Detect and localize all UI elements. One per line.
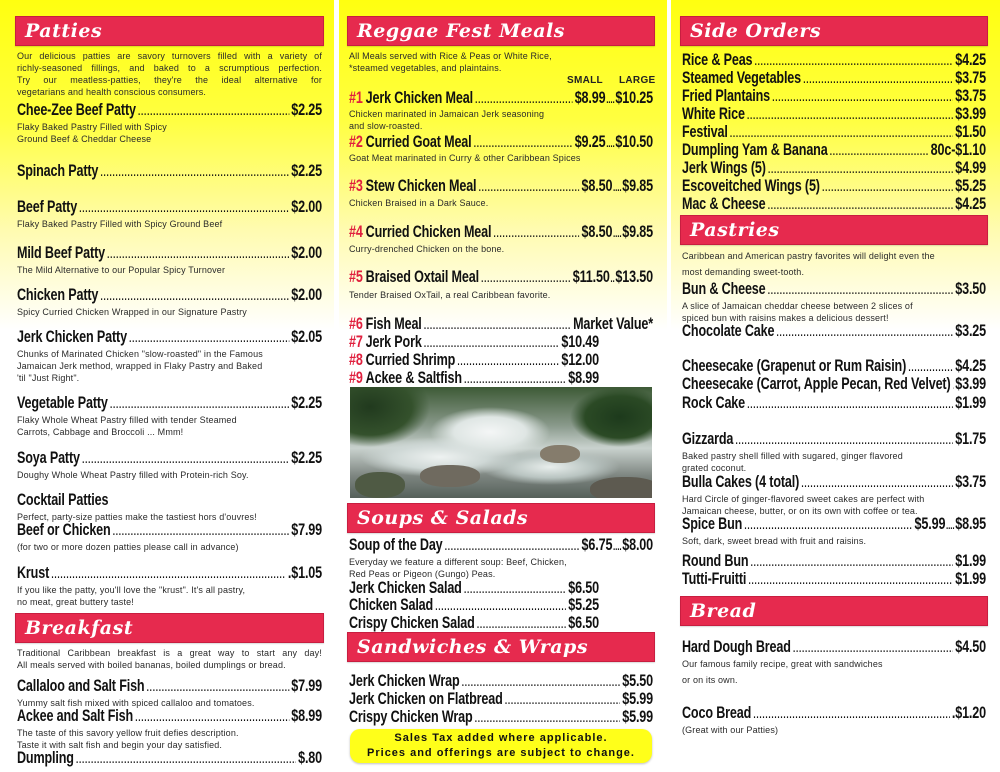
sales-tax-note <box>350 729 652 763</box>
item-name: Curried Chicken Meal <box>365 222 492 241</box>
section-intro: vegetarians and health conscious consumers. <box>17 87 207 97</box>
menu-item[interactable] <box>682 637 986 659</box>
item-price: $1.99 <box>955 569 986 588</box>
section-intro: All meals served with boiled bananas, boiled dumplings or bread. <box>17 660 286 670</box>
dot-leader <box>494 225 580 244</box>
item-description: Baked pastry shell filled with sugared, ginger flavored <box>682 451 903 461</box>
item-price: $1.99 <box>955 551 986 570</box>
item-name: Mild Beef Patty <box>17 243 105 262</box>
menu-item[interactable] <box>17 285 322 307</box>
item-number: #9 <box>349 368 363 387</box>
item-description: Jamaican cheese, butter, or on its own with coffee or tea. <box>682 506 918 516</box>
section-intro: All Meals served with Rice & Peas or White Rice, <box>349 51 552 61</box>
item-name: Fried Plantains <box>682 86 770 105</box>
item-name: Chocolate Cake <box>682 321 775 340</box>
section-header-soups-salads <box>347 503 655 533</box>
item-price: .$1.05 <box>287 563 322 582</box>
item-price-large: $13.50 <box>615 267 653 286</box>
item-name: Dumpling Yam & Banana <box>682 140 828 159</box>
dot-leader <box>445 538 580 557</box>
item-name: Round Bun <box>682 551 749 570</box>
item-price: $4.25 <box>955 356 986 375</box>
item-price: $4.25 <box>955 194 986 213</box>
item-price: Market Value* <box>573 314 653 333</box>
section-intro: Caribbean and American pastry favorites will delight even the <box>682 251 935 261</box>
item-description: Chicken marinated in Jamaican Jerk seasoning <box>349 109 545 119</box>
item-price-large: $9.85 <box>622 176 653 195</box>
section-header-sandwiches-wraps <box>347 632 655 662</box>
menu-item[interactable] <box>17 161 322 183</box>
menu-item[interactable] <box>17 748 322 770</box>
section-title: Reggae Fest Meals <box>357 20 565 42</box>
item-price: $2.25 <box>291 100 322 119</box>
menu-item[interactable] <box>17 243 322 265</box>
item-price: $4.99 <box>955 158 986 177</box>
rock <box>540 445 580 463</box>
item-description: Flaky Baked Pastry Filled with Spicy Ground Beef <box>17 219 223 229</box>
item-name: Jerk Pork <box>365 332 422 351</box>
menu-item[interactable] <box>682 321 986 343</box>
item-description: spiced bun with raisins makes a delicious dessert! <box>682 313 889 323</box>
item-name: Jerk Chicken Salad <box>349 578 462 597</box>
item-description: and slow-roasted. <box>349 121 423 131</box>
menu-item[interactable] <box>17 100 322 122</box>
item-description: Perfect, party-size patties make the tastiest hors d'ouvres! <box>17 512 257 522</box>
item-name: Ackee & Saltfish <box>365 368 462 387</box>
item-description: (Great with our Patties) <box>682 725 779 735</box>
item-price: $9.25 <box>574 132 606 151</box>
item-name: Rock Cake <box>682 393 746 412</box>
note-line: Sales Tax added where applicable. <box>394 732 608 744</box>
item-name: Jerk Chicken Wrap <box>349 671 460 690</box>
item-name: Spice Bun <box>682 514 743 533</box>
dot-leader <box>768 197 953 216</box>
price-separator: .... <box>613 541 622 553</box>
item-description: If you like the patty, you'll love the "krust". It's all pastry, <box>17 585 246 595</box>
item-name: Ackee and Salt Fish <box>17 706 134 725</box>
menu-item[interactable] <box>349 176 653 198</box>
item-name: Hard Dough Bread <box>682 637 791 656</box>
section-intro: *steamed vegetables, and plaintains. <box>349 63 502 73</box>
item-number: #5 <box>349 267 363 286</box>
section-header-side-orders <box>680 16 988 46</box>
item-price-large: $10.25 <box>615 88 653 107</box>
dot-leader <box>479 179 580 198</box>
menu-item[interactable] <box>17 490 322 509</box>
item-price: $3.75 <box>955 68 986 87</box>
dot-leader <box>79 200 289 219</box>
item-description: Flaky Baked Pastry Filled with Spicy <box>17 122 167 132</box>
section-title: Patties <box>25 20 103 42</box>
item-description: Chicken Braised in a Dark Sauce. <box>349 198 489 208</box>
item-description: Hard Circle of ginger-flavored sweet cakes are perfect with <box>682 494 925 504</box>
item-price: $3.99 <box>955 104 986 123</box>
section-title: Bread <box>690 600 757 622</box>
item-name: Cheesecake (Grapenut or Rum Raisin) <box>682 356 907 375</box>
item-price: $6.75 <box>581 535 613 554</box>
item-description: The taste of this savory yellow fruit defies description. <box>17 728 239 738</box>
item-price: $5.50 <box>622 671 653 690</box>
item-description: Soft, dark, sweet bread with fruit and raisins. <box>682 536 867 546</box>
item-name: Spinach Patty <box>17 161 99 180</box>
item-name: Curried Shrimp <box>365 350 456 369</box>
item-name: Soup of the Day <box>349 535 443 554</box>
item-price: $11.50 <box>572 267 610 286</box>
dot-leader <box>793 640 953 659</box>
menu-item[interactable] <box>17 197 322 219</box>
item-name: Jerk Chicken on Flatbread <box>349 689 503 708</box>
item-name: Crispy Chicken Salad <box>349 613 475 632</box>
item-price: $2.05 <box>291 327 322 346</box>
item-price: $1.75 <box>955 429 986 448</box>
dot-leader <box>801 475 953 494</box>
item-price: $5.25 <box>568 595 599 614</box>
dot-leader <box>100 164 289 183</box>
section-header-reggae-fest-meals <box>347 16 655 46</box>
item-name: Krust <box>17 563 50 582</box>
item-name: Callaloo and Salt Fish <box>17 676 145 695</box>
section-intro: Traditional Caribbean breakfast is a great way to start any day! <box>17 648 322 658</box>
section-header-breakfast <box>15 613 324 643</box>
dot-leader <box>138 103 289 122</box>
item-number: #2 <box>349 132 363 151</box>
item-name: Jerk Chicken Meal <box>365 88 473 107</box>
item-price: $8.99 <box>291 706 322 725</box>
item-price-large: $8.95 <box>955 514 986 533</box>
dot-leader <box>147 679 289 698</box>
item-price: $3.75 <box>955 86 986 105</box>
menu-item[interactable] <box>17 520 322 542</box>
item-description: Our famous family recipe, great with sandwiches <box>682 659 883 669</box>
item-name: Soya Patty <box>17 448 80 467</box>
item-price: $3.99 <box>955 374 986 393</box>
dot-leader <box>481 270 570 289</box>
item-name: Cheesecake (Carrot, Apple Pecan, Red Velvet) <box>682 374 951 393</box>
item-description: The Mild Alternative to our Popular Spicy Turnover <box>17 265 226 275</box>
item-price: $5.99 <box>914 514 946 533</box>
rock <box>590 477 652 498</box>
menu-item[interactable] <box>17 327 322 349</box>
item-description: Goat Meat marinated in Curry & other Caribbean Spices <box>349 153 581 163</box>
dot-leader <box>100 288 289 307</box>
section-title: Side Orders <box>690 20 822 42</box>
item-name: Vegetable Patty <box>17 393 108 412</box>
menu-item[interactable] <box>682 194 986 216</box>
item-description: Everyday we feature a different soup: Beef, Chicken, <box>349 557 567 567</box>
menu-item[interactable] <box>17 706 322 728</box>
item-price: $5.99 <box>622 689 653 708</box>
item-name: Tutti-Fruitti <box>682 569 747 588</box>
dot-leader <box>107 246 289 265</box>
item-price: $7.99 <box>291 520 322 539</box>
item-name: Festival <box>682 122 728 141</box>
item-price: 80c-$1.10 <box>930 140 986 159</box>
item-number: #4 <box>349 222 363 241</box>
section-intro: richly-seasoned fillings, and baked to a scrumptious perfection. <box>17 63 322 73</box>
item-price: $12.00 <box>561 350 599 369</box>
menu-item[interactable] <box>682 279 986 301</box>
item-description: Tender Braised OxTail, a real Caribbean favorite. <box>349 290 551 300</box>
item-name: Dumpling <box>17 748 74 767</box>
item-price: $3.75 <box>955 472 986 491</box>
dot-leader <box>129 330 289 349</box>
item-description: Ground Beef & Cheddar Cheese <box>17 134 152 144</box>
section-intro: most demanding sweet-tooth. <box>682 267 805 277</box>
dot-leader <box>748 572 953 591</box>
note-line: Prices and offerings are subject to change. <box>367 747 635 759</box>
dot-leader <box>113 523 289 542</box>
item-name: Stew Chicken Meal <box>365 176 477 195</box>
dot-leader <box>747 396 953 415</box>
menu-item[interactable] <box>682 429 986 451</box>
item-name: Fish Meal <box>365 314 422 333</box>
menu-item[interactable] <box>349 88 653 110</box>
item-description: Taste it with salt fish and begin your day satisfied. <box>17 740 223 750</box>
dot-leader <box>82 451 289 470</box>
price-separator: .... <box>606 94 615 106</box>
item-name: White Rice <box>682 104 745 123</box>
item-price: $8.50 <box>581 176 613 195</box>
section-title: Pastries <box>690 219 780 241</box>
price-separator: .. <box>610 273 615 285</box>
item-name: Chicken Salad <box>349 595 434 614</box>
item-price: $8.99 <box>574 88 606 107</box>
dot-leader <box>51 566 285 585</box>
item-name: Coco Bread <box>682 703 752 722</box>
item-name: Chicken Patty <box>17 285 99 304</box>
item-description: Yummy salt fish mixed with spiced callaloo and tomatoes. <box>17 698 255 708</box>
item-description: Flaky Whole Wheat Pastry filled with tender Steamed <box>17 415 237 425</box>
item-price: $1.99 <box>955 393 986 412</box>
item-name: Chee-Zee Beef Patty <box>17 100 136 119</box>
item-price: .$1.20 <box>951 703 986 722</box>
item-price: $4.25 <box>955 50 986 69</box>
item-number: #8 <box>349 350 363 369</box>
dot-leader <box>110 396 289 415</box>
item-name: Jerk Wings (5) <box>682 158 766 177</box>
menu-item[interactable] <box>349 132 653 154</box>
dot-leader <box>475 710 620 729</box>
item-price: $2.00 <box>291 197 322 216</box>
price-separator: .... <box>613 182 622 194</box>
item-description: A slice of Jamaican cheddar cheese between 2 slices of <box>682 301 913 311</box>
item-name: Gizzarda <box>682 429 734 448</box>
menu-item[interactable] <box>17 563 322 585</box>
item-name: Bulla Cakes (4 total) <box>682 472 800 491</box>
item-price: $2.25 <box>291 393 322 412</box>
item-number: #3 <box>349 176 363 195</box>
dot-leader <box>735 432 953 451</box>
section-title: Breakfast <box>25 617 134 639</box>
price-separator: .... <box>946 520 955 532</box>
menu-item[interactable] <box>682 472 986 494</box>
item-description: Spicy Curried Chicken Wrapped in our Signature Pastry <box>17 307 247 317</box>
item-number: #1 <box>349 88 363 107</box>
menu-item[interactable] <box>17 393 322 415</box>
menu-item[interactable] <box>349 222 653 244</box>
item-price: $5.25 <box>955 176 986 195</box>
size-small-label: SMALL <box>567 75 603 86</box>
dot-leader <box>753 706 949 725</box>
section-header-bread <box>680 596 988 626</box>
item-description: Jamaican Jerk method, wrapped in Flaky Pastry and Baked <box>17 361 263 371</box>
menu-item[interactable] <box>17 676 322 698</box>
item-price: $3.25 <box>955 321 986 340</box>
dot-leader <box>768 282 953 301</box>
menu-item[interactable] <box>349 707 653 729</box>
item-name: Escoveitched Wings (5) <box>682 176 820 195</box>
menu-item[interactable] <box>349 267 653 289</box>
menu-item[interactable] <box>349 535 653 557</box>
item-price: $3.50 <box>955 279 986 298</box>
section-header-pastries <box>680 215 988 245</box>
dot-leader <box>777 324 953 343</box>
item-name: Cocktail Patties <box>17 490 109 509</box>
item-name: Rice & Peas <box>682 50 753 69</box>
menu-item[interactable] <box>682 393 986 415</box>
item-number: #6 <box>349 314 363 333</box>
item-name: Steamed Vegetables <box>682 68 802 87</box>
item-description: no meat, great buttery taste! <box>17 597 134 607</box>
item-price: $2.00 <box>291 243 322 262</box>
item-price-large: $10.50 <box>615 132 653 151</box>
item-price: $.80 <box>298 748 322 767</box>
item-description: Chunks of Marinated Chicken "slow-roasted" in the Famous <box>17 349 263 359</box>
menu-item[interactable] <box>682 703 986 725</box>
item-name: Crispy Chicken Wrap <box>349 707 473 726</box>
section-title: Sandwiches & Wraps <box>357 636 589 658</box>
item-price: $2.25 <box>291 448 322 467</box>
section-intro: Our delicious patties are savory turnovers filled with a variety of <box>17 51 322 61</box>
menu-item[interactable] <box>682 514 986 536</box>
item-name: Beef or Chicken <box>17 520 111 539</box>
item-price: $7.99 <box>291 676 322 695</box>
item-price: $8.99 <box>568 368 599 387</box>
item-description: 'til "Just Right". <box>17 373 80 383</box>
item-price: $5.99 <box>622 707 653 726</box>
item-price: $6.50 <box>568 613 599 632</box>
item-description: or on its own. <box>682 675 738 685</box>
item-description: Doughy Whole Wheat Pastry filled with Protein-rich Soy. <box>17 470 249 480</box>
item-name: Beef Patty <box>17 197 78 216</box>
item-price: $4.50 <box>955 637 986 656</box>
item-name: Bun & Cheese <box>682 279 766 298</box>
item-number: #7 <box>349 332 363 351</box>
section-title: Soups & Salads <box>357 507 529 529</box>
item-description: grated coconut. <box>682 463 747 473</box>
item-description: (for two or more dozen patties please call in advance) <box>17 542 239 552</box>
waterfall-photo <box>350 387 652 498</box>
item-name: Jerk Chicken Patty <box>17 327 127 346</box>
item-description: Curry-drenched Chicken on the bone. <box>349 244 505 254</box>
price-separator: .... <box>606 138 615 150</box>
item-price: $2.25 <box>291 161 322 180</box>
menu-item[interactable] <box>17 448 322 470</box>
menu-item[interactable] <box>682 569 986 591</box>
price-separator: .... <box>613 228 622 240</box>
item-description: Carrots, Cabbage and Broccoli ... Mmm! <box>17 427 184 437</box>
rock <box>355 472 405 498</box>
item-name: Curried Goat Meal <box>365 132 472 151</box>
rock <box>420 465 480 487</box>
item-price: $6.50 <box>568 578 599 597</box>
item-price: $8.50 <box>581 222 613 241</box>
dot-leader <box>744 517 912 536</box>
size-large-label: LARGE <box>619 75 656 86</box>
dot-leader <box>135 709 289 728</box>
dot-leader <box>76 751 296 770</box>
item-name: Braised Oxtail Meal <box>365 267 479 286</box>
item-price: $10.49 <box>561 332 599 351</box>
item-price: $1.50 <box>955 122 986 141</box>
section-intro: Try our meatless-patties, they're the ideal alternative for <box>17 75 322 85</box>
item-price-large: $8.00 <box>622 535 653 554</box>
section-header-patties <box>15 16 324 46</box>
item-name: Mac & Cheese <box>682 194 766 213</box>
item-price-large: $9.85 <box>622 222 653 241</box>
item-description: Red Peas or Pigeon (Gungo) Peas. <box>349 569 496 579</box>
item-price: $2.00 <box>291 285 322 304</box>
